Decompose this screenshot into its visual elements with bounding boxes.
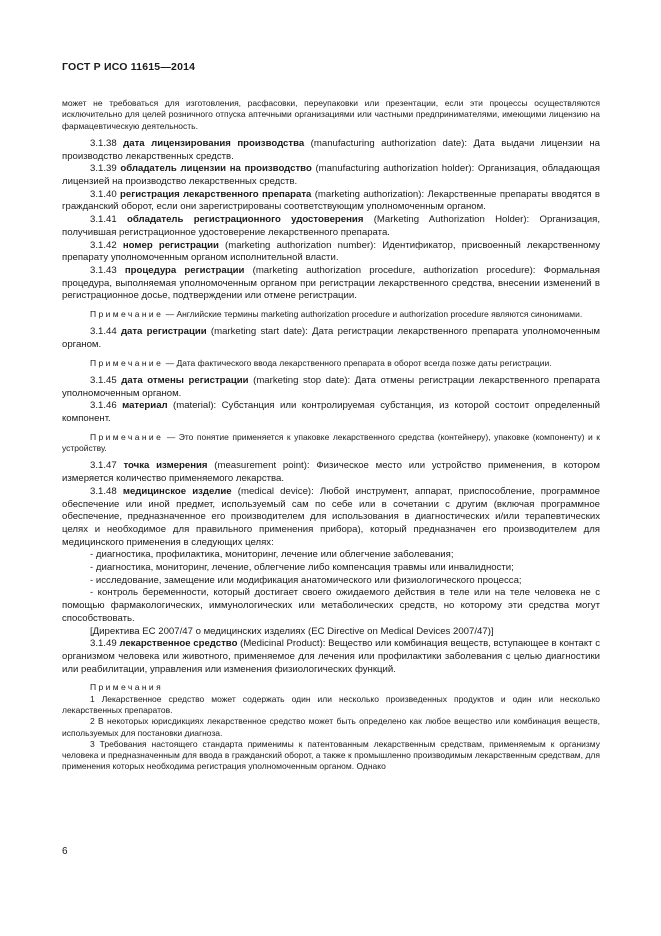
- term-name: материал: [122, 400, 168, 412]
- term-number: 3.1.41: [90, 214, 117, 226]
- note-item: 2 В некоторых юрисдикциях лекарственное средство может быть определено как любое вещество или комбинация веществ, используемых для постановки диагноза.: [62, 716, 600, 738]
- note-text: — Дата фактического ввода лекарственного препарата в оборот всегда позже даты регистрации.: [165, 357, 552, 368]
- source-reference: [Директива ЕС 2007/47 о медицинских изделиях (EC Directive on Medical Devices 2007/47)]: [90, 625, 494, 637]
- term-number: 3.1.43: [90, 264, 117, 276]
- term-3-1-39: [62, 163, 600, 188]
- term-3-1-45: [62, 375, 600, 400]
- term-definition: (material): Субстанция или контролируемая субстанция, из которой состоит определенный компонент.: [62, 400, 600, 425]
- term-number: 3.1.48: [90, 485, 117, 497]
- term-name: регистрация лекарственного препарата: [120, 188, 312, 200]
- term-definition: (Medicinal Product): Вещество или комбинация веществ, вступающее в контакт с организмом человека или животного, применяемое для лечения или профилактики заболевания с целью диагностики или реабилитации, управления или изменения физиологических функций.: [62, 638, 600, 675]
- note-item: 1 Лекарственное средство может содержать один или несколько произведенных продуктов и один или несколько лекарственных препаратов.: [62, 693, 600, 715]
- term-3-1-40: [62, 189, 600, 214]
- term-name: номер регистрации: [122, 239, 219, 251]
- term-definition: (Marketing Authorization Holder): Организация, получившая регистрационное удостоверение лекарственного препарата.: [62, 214, 601, 238]
- term-definition: (marketing authorization number): Идентификатор, присвоенный лекарственному препарату уполномоченным органом исполнительной власти.: [62, 239, 600, 264]
- intro-paragraph: может не требоваться для изготовления, расфасовки, переупаковки или презентации, если эти процессы осуществляются исключительно для целей розничного отпуска аптечными организациями или частными предпринимателями, имеющими лицензию на фармацевтическую деятельность.: [62, 98, 600, 131]
- term-name: точка измерения: [123, 460, 208, 472]
- document-body: [62, 98, 600, 773]
- term-3-1-46: [62, 400, 600, 425]
- term-number: 3.1.42: [90, 239, 117, 251]
- note-3-1-46: [62, 432, 600, 455]
- term-number: 3.1.39: [90, 163, 117, 175]
- note-text: — Английские термины marketing authorization procedure и authorization procedure являются синонимами.: [165, 309, 583, 320]
- notes-label: Примечания: [90, 682, 164, 693]
- term-number: 3.1.47: [90, 460, 117, 472]
- term-definition: (medical device): Любой инструмент, аппарат, приспособление, программное обеспечение или иной предмет, используемый сам по себе или в сочетании с другим (включая программное обеспечение, предназначенное его производителем для использования в диагностических и/или терапевтических целях и необходимое для правильного применения прибора), который предназначен его производителем для медицинского применения в следующих целях:: [62, 485, 600, 548]
- term-definition: (marketing authorization procedure, authorization procedure): Формальная процедура, выполняемая уполномоченным органом при регистрации лекарственного средства, внесении изменений в регистрационное досье, подтверждении или отмене регистрации.: [62, 264, 600, 302]
- term-number: 3.1.46: [90, 400, 117, 412]
- term-3-1-44: [62, 326, 600, 351]
- term-definition: (manufacturing authorization date): Дата выдачи лицензии на производство лекарственных средств.: [62, 137, 601, 162]
- note-text: — Это понятие применяется к упаковке лекарственного средства (контейнеру), упаковке (компоненту) и к устройству.: [62, 431, 600, 454]
- note-3-1-44: [62, 358, 600, 369]
- term-3-1-47: [62, 460, 600, 485]
- term-number: 3.1.49: [90, 638, 117, 650]
- term-name: лекарственное средство: [119, 638, 238, 650]
- list-item: - исследование, замещение или модификация анатомического или физиологического процесса;: [90, 574, 522, 586]
- term-name: дата отмены регистрации: [121, 375, 249, 387]
- term-3-1-48: [62, 486, 600, 550]
- term-number: 3.1.44: [90, 326, 117, 338]
- term-3-1-38: [62, 138, 600, 163]
- term-name: обладатель регистрационного удостоверения: [126, 214, 364, 226]
- note-3-1-43: [62, 309, 600, 320]
- term-3-1-49: [62, 638, 600, 676]
- note-label: Примечание: [90, 309, 164, 320]
- notes-heading: [62, 682, 600, 693]
- term-definition: (marketing start date): Дата регистрации лекарственного препарата уполномоченным органом.: [62, 326, 600, 351]
- note-label: Примечание: [90, 431, 164, 442]
- term-definition: (manufacturing authorization holder): Организация, обладающая лицензией на производство лекарственных средств.: [62, 163, 600, 187]
- note-label: Примечание: [90, 357, 164, 368]
- list-item: - диагностика, мониторинг, лечение, облегчение либо компенсация травмы или инвалидности;: [90, 562, 514, 574]
- list-item: - контроль беременности, который достигает своего ожидаемого действия в теле или на теле человека не с помощью фармакологических, иммунологических или метаболических средств, но которому эти средства могут способствовать.: [62, 587, 600, 624]
- term-name: дата регистрации: [120, 326, 207, 338]
- term-name: медицинское изделие: [122, 485, 232, 497]
- page-number: 6: [62, 846, 68, 857]
- list-item: - диагностика, профилактика, мониторинг, лечение или облегчение заболевания;: [90, 549, 454, 561]
- term-3-1-43: [62, 265, 600, 303]
- term-name: процедура регистрации: [124, 264, 245, 276]
- term-number: 3.1.38: [90, 137, 117, 149]
- term-name: обладатель лицензии на производство: [120, 163, 312, 175]
- standard-header: ГОСТ Р ИСО 11615—2014: [62, 61, 196, 73]
- term-number: 3.1.45: [90, 375, 117, 387]
- term-definition: (measurement point): Физическое место или устройство применения, в котором измеряется количество применяемого лекарства.: [62, 460, 600, 485]
- term-name: дата лицензирования производства: [123, 137, 305, 149]
- term-definition: (marketing stop date): Дата отмены регистрации лекарственного препарата уполномоченным органом.: [62, 375, 601, 399]
- note-item: 3 Требования настоящего стандарта применимы к патентованным лекарственным средствам, применяемым к организму человека и предназначенным для ввода в гражданский оборот, а также к промышленно производимым лекарственным средствам, для применения которых необходима регистрация уполномоченным органом. Однако: [62, 738, 600, 772]
- term-number: 3.1.40: [90, 188, 117, 200]
- term-3-1-42: [62, 240, 600, 265]
- term-definition: (marketing authorization): Лекарственные препараты вводятся в гражданский оборот, если они зарегистрированы соответствующим уполномоченным органом.: [62, 188, 600, 213]
- term-3-1-41: [62, 214, 600, 239]
